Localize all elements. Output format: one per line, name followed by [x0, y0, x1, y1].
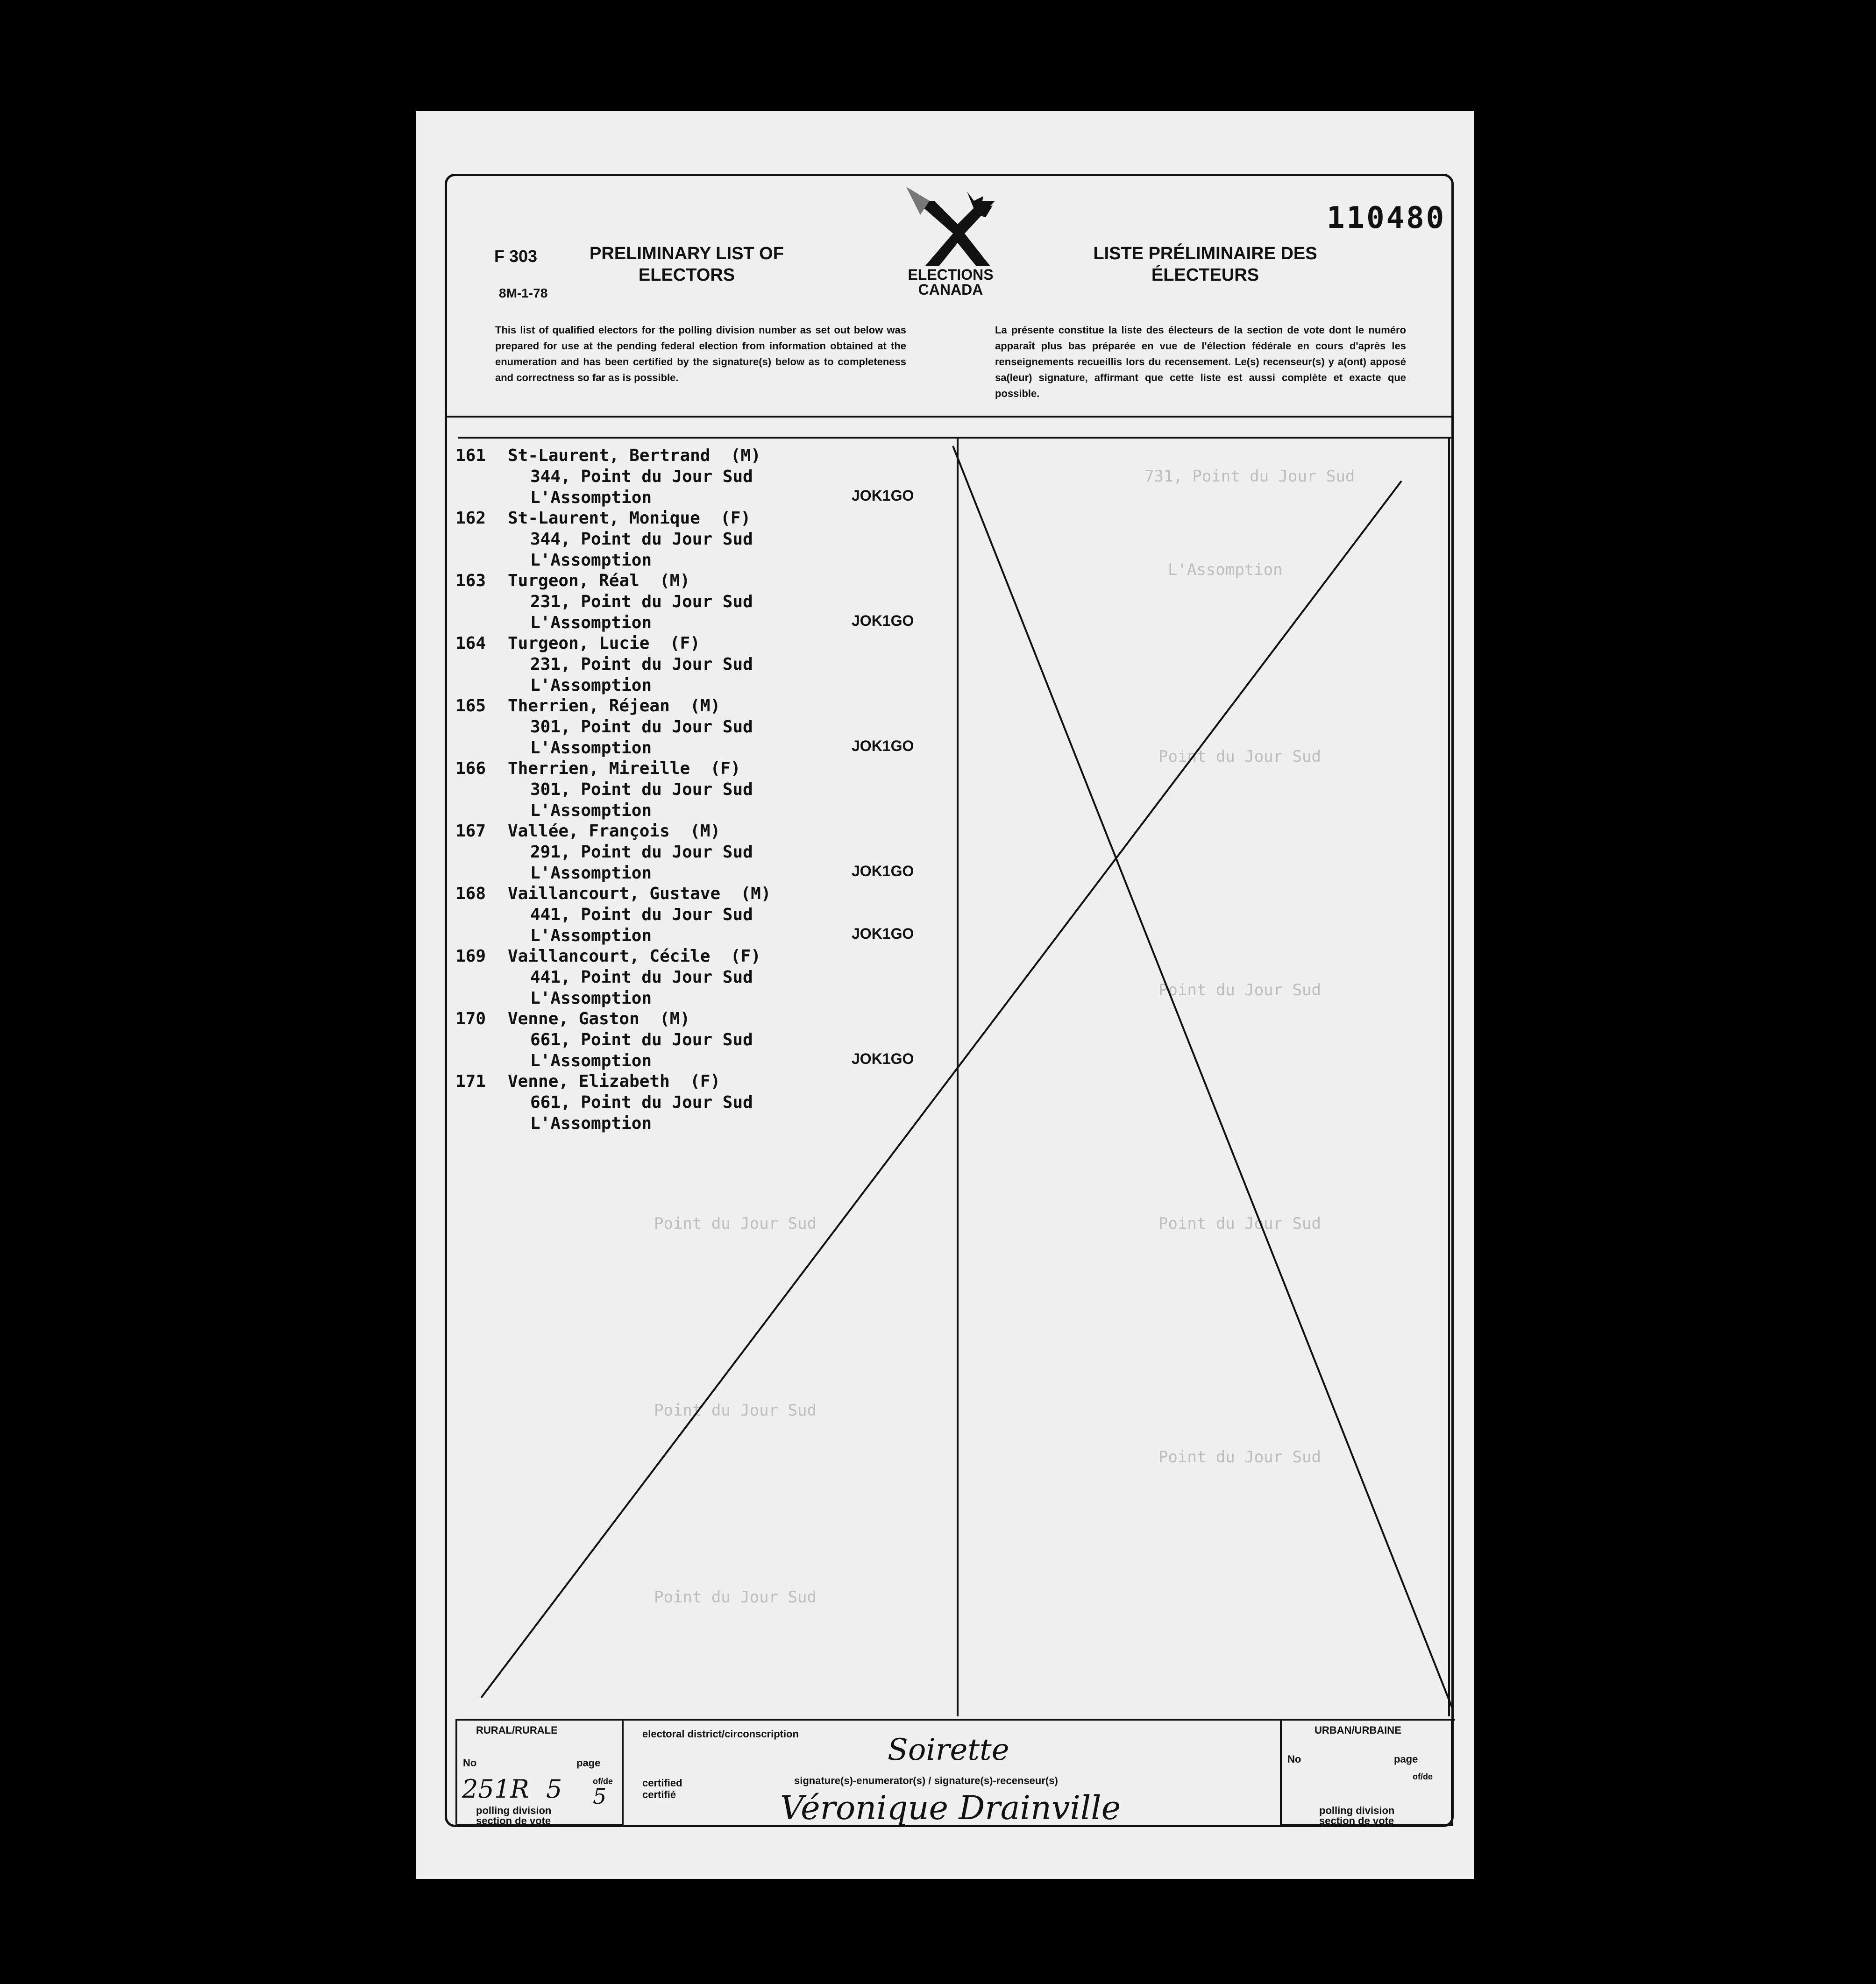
elector-number: 171 — [455, 1072, 486, 1091]
elector-postal-code: JOK1GO — [852, 1050, 914, 1067]
elector-postal-code: JOK1GO — [852, 737, 914, 754]
enumerator-signature: Véronique Drainville — [780, 1789, 1121, 1827]
elector-number: 170 — [455, 1009, 486, 1028]
intro-text-french: La présente constitue la liste des électeurs de la section de vote dont le numéro apparaît plus bas préparée en vue de l'élection fédérale en cours d'après les renseignements recueillis lors du recensement. Le(s) recenseur(s) y a(ont) apposé sa(leur) signature, affirmant que cette liste est aussi complète et exacte que possible. — [995, 324, 1406, 399]
elector-address: 291, Point du Jour Sud — [530, 843, 753, 862]
elector-municipality: L'Assomption — [530, 676, 652, 695]
serial-number: 110480 — [1327, 201, 1446, 235]
of-label: of/de — [593, 1777, 613, 1786]
polling-division-label-fr: section de vote — [476, 1815, 551, 1827]
elector-postal-code: JOK1GO — [852, 863, 914, 879]
urban-polling-label-fr: section de vote — [1319, 1815, 1394, 1827]
page-number: 5 — [546, 1774, 562, 1804]
elector-address: 441, Point du Jour Sud — [530, 905, 753, 924]
elector-name: St-Laurent, Bertrand (M) — [508, 446, 761, 465]
page-label: page — [576, 1757, 601, 1769]
elector-name: Turgeon, Réal (M) — [508, 571, 690, 590]
rural-box — [455, 1719, 624, 1826]
elector-name: Turgeon, Lucie (F) — [508, 634, 700, 653]
polling-division-label: polling division — [476, 1805, 552, 1816]
cross-out-line-right — [953, 446, 1453, 1709]
elector-municipality: L'Assomption — [530, 801, 652, 820]
elector-number: 162 — [455, 509, 486, 528]
elector-name: Vaillancourt, Gustave (M) — [508, 884, 771, 903]
elector-address: 301, Point du Jour Sud — [530, 780, 753, 799]
elector-address: 344, Point du Jour Sud — [530, 467, 753, 486]
district-value: Soirette — [888, 1733, 1009, 1767]
elector-name: Vaillancourt, Cécile (F) — [508, 947, 761, 966]
elector-municipality: L'Assomption — [530, 488, 652, 507]
elector-postal-code: JOK1GO — [852, 487, 914, 504]
no-label: No — [463, 1757, 477, 1769]
elector-number: 165 — [455, 696, 486, 716]
elector-municipality: L'Assomption — [530, 613, 652, 632]
elector-name: Therrien, Réjean (M) — [508, 696, 721, 716]
elector-number: 168 — [455, 884, 486, 903]
form-date: 8M-1-78 — [499, 286, 548, 300]
urban-box — [1280, 1719, 1453, 1826]
elector-municipality: L'Assomption — [530, 926, 652, 945]
elector-municipality: L'Assomption — [530, 551, 652, 570]
elector-postal-code: JOK1GO — [852, 925, 914, 942]
elector-municipality: L'Assomption — [530, 989, 652, 1008]
elector-address: 661, Point du Jour Sud — [530, 1093, 753, 1112]
elector-address: 231, Point du Jour Sud — [530, 592, 753, 611]
urban-label: URBAN/URBAINE — [1315, 1724, 1401, 1736]
elector-name: Therrien, Mireille (F) — [508, 759, 741, 778]
certified-label-fr: certifié — [642, 1789, 676, 1800]
rural-label: RURAL/RURALE — [476, 1724, 558, 1736]
agency-name: ELECTIONS CANADA — [908, 266, 994, 298]
elector-name: Venne, Gaston (M) — [508, 1009, 690, 1028]
signature-label: signature(s)-enumerator(s) / signature(s)-recenseur(s) — [794, 1775, 1058, 1786]
urban-polling-label: polling division — [1319, 1805, 1395, 1816]
elector-municipality: L'Assomption — [530, 738, 652, 758]
urban-page-label: page — [1394, 1753, 1418, 1765]
urban-no-label: No — [1287, 1753, 1301, 1765]
polling-division-number: 251R — [462, 1774, 529, 1804]
intro-text-english: This list of qualified electors for the polling division number as set out below was prepared for use at the pending federal election from information obtained at the enumeration and has been certified by the signature(s) below as to completeness and correctness so far as is possible. — [495, 324, 906, 383]
elector-address: 231, Point du Jour Sud — [530, 655, 753, 674]
elector-municipality: L'Assomption — [530, 1114, 652, 1133]
title-french: LISTE PRÉLIMINAIRE DES ÉLECTEURS — [1093, 244, 1317, 285]
elector-name: Venne, Elizabeth (F) — [508, 1072, 721, 1091]
elector-number: 166 — [455, 759, 486, 778]
elector-address: 344, Point du Jour Sud — [530, 530, 753, 549]
district-label: electoral district/circonscription — [642, 1728, 799, 1740]
elector-postal-code: JOK1GO — [852, 612, 914, 629]
form-number: F 303 — [494, 247, 538, 266]
certified-label: certified — [642, 1777, 682, 1789]
elector-number: 161 — [455, 446, 486, 465]
elector-municipality: L'Assomption — [530, 864, 652, 883]
elector-address: 301, Point du Jour Sud — [530, 717, 753, 737]
elector-address: 441, Point du Jour Sud — [530, 968, 753, 987]
cross-out-line-left — [481, 481, 1401, 1698]
elector-municipality: L'Assomption — [530, 1051, 652, 1070]
elector-address: 661, Point du Jour Sud — [530, 1030, 753, 1049]
elector-number: 169 — [455, 947, 486, 966]
elector-number: 163 — [455, 571, 486, 590]
elector-number: 164 — [455, 634, 486, 653]
title-english: PRELIMINARY LIST OF ELECTORS — [590, 244, 784, 285]
urban-of-label: of/de — [1413, 1772, 1433, 1781]
elector-number: 167 — [455, 822, 486, 841]
page-of: 5 — [593, 1784, 607, 1809]
elector-name: Vallée, François (M) — [508, 822, 721, 841]
elector-name: St-Laurent, Monique (F) — [508, 509, 751, 528]
